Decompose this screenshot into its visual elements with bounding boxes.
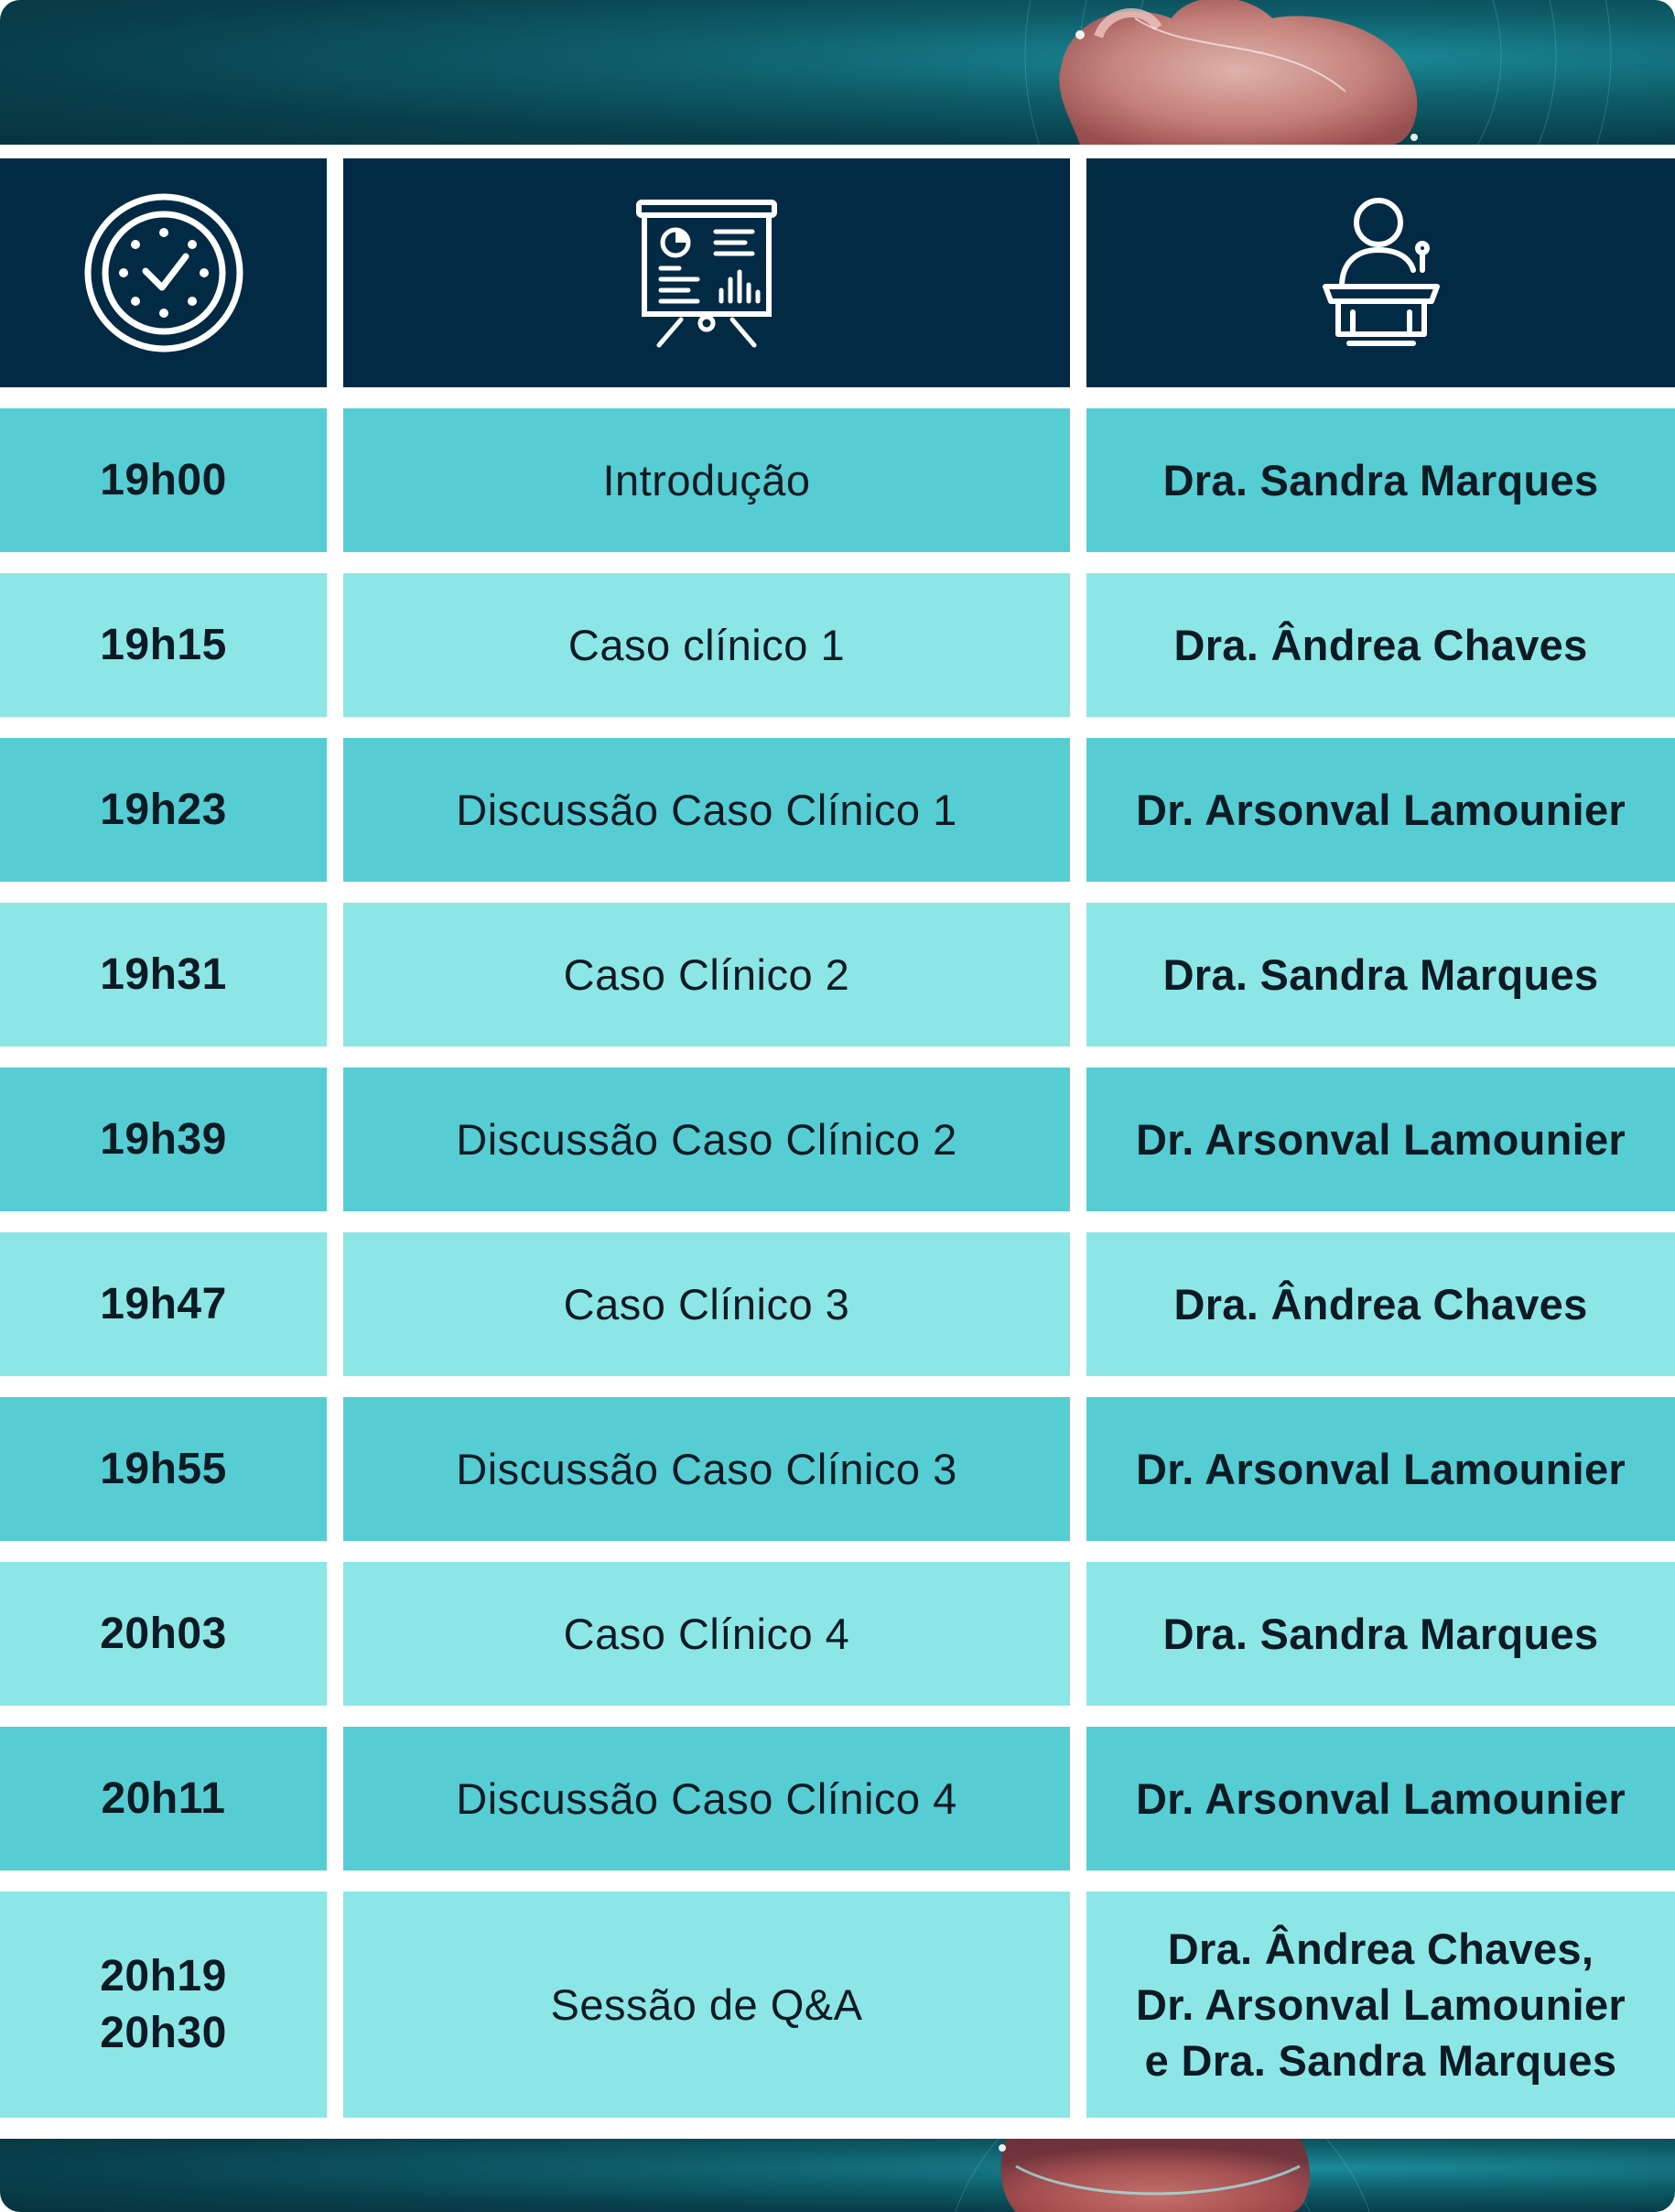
speaker-cell [1086, 1397, 1675, 1541]
time-cell [0, 738, 327, 882]
topic-text: Sessão de Q&A [550, 1980, 863, 2029]
speaker-podium-icon [1322, 197, 1441, 349]
topic-text: Discussão Caso Clínico 4 [456, 1774, 957, 1823]
topic-text: Caso Clínico 2 [563, 950, 850, 999]
time-cell [0, 1562, 327, 1706]
topic-cell [343, 738, 1070, 882]
speaker-cell [1086, 1892, 1675, 2118]
time-text: 20h03 [100, 1609, 227, 1658]
speaker-cell [1086, 738, 1675, 882]
topic-cell [343, 408, 1070, 552]
speaker-text: Dra. Sandra Marques [1162, 1610, 1599, 1658]
speaker-cell [1086, 903, 1675, 1046]
time-text: 19h00 [100, 455, 227, 504]
speaker-text: Dr. Arsonval Lamounier [1135, 1774, 1626, 1823]
speaker-text: Dra. Sandra Marques [1162, 456, 1599, 504]
topic-text: Discussão Caso Clínico 1 [456, 786, 957, 834]
speaker-text: Dr. Arsonval Lamounier [1135, 1445, 1626, 1493]
topic-cell [343, 1892, 1070, 2118]
topic-cell [343, 1397, 1070, 1541]
topic-text: Caso clínico 1 [567, 621, 846, 669]
time-text: 19h31 [100, 949, 227, 999]
time-text: 20h11 [101, 1773, 226, 1823]
time-cell [0, 1068, 327, 1211]
time-text: 19h23 [100, 785, 227, 834]
time-text: 20h19 20h30 [100, 1951, 227, 2057]
topic-cell [343, 903, 1070, 1046]
time-cell [0, 1397, 327, 1541]
topic-text: Introdução [602, 456, 811, 504]
presentation-board-icon [632, 195, 782, 351]
heart-illustration [0, 0, 1675, 145]
header-time-cell [0, 158, 327, 387]
topic-text: Discussão Caso Clínico 2 [456, 1115, 957, 1164]
time-cell [0, 1892, 327, 2118]
speaker-text: Dra. Sandra Marques [1162, 950, 1599, 999]
header-speaker-cell [1086, 158, 1675, 387]
speaker-cell [1086, 573, 1675, 717]
time-cell [0, 573, 327, 717]
speaker-cell [1086, 1068, 1675, 1211]
topic-cell [343, 1068, 1070, 1211]
time-text: 19h47 [100, 1279, 227, 1328]
topic-cell [343, 1562, 1070, 1706]
topic-text: Caso Clínico 3 [563, 1280, 850, 1328]
topic-cell [343, 1727, 1070, 1870]
bottom-banner [0, 2139, 1675, 2212]
speaker-cell [1086, 1562, 1675, 1706]
heart-illustration [0, 2139, 1675, 2212]
speaker-cell [1086, 1727, 1675, 1870]
time-cell [0, 1727, 327, 1870]
topic-text: Caso Clínico 4 [563, 1610, 850, 1658]
topic-cell [343, 573, 1070, 717]
time-text: 19h15 [100, 620, 227, 669]
speaker-text: Dr. Arsonval Lamounier [1135, 786, 1626, 834]
top-banner [0, 0, 1675, 145]
time-cell [0, 408, 327, 552]
time-text: 19h55 [100, 1444, 227, 1493]
clock-icon [83, 192, 244, 353]
speaker-text: Dra. Ândrea Chaves [1173, 1280, 1588, 1328]
speaker-text: Dra. Ândrea Chaves [1173, 621, 1588, 669]
speaker-cell [1086, 1232, 1675, 1376]
speaker-text: Dra. Ândrea Chaves, Dr. Arsonval Lamounier e Dra. Sandra Marques [1135, 1925, 1626, 2085]
topic-text: Discussão Caso Clínico 3 [456, 1445, 957, 1493]
topic-cell [343, 1232, 1070, 1376]
header-topic-cell [343, 158, 1070, 387]
time-cell [0, 1232, 327, 1376]
time-cell [0, 903, 327, 1046]
speaker-text: Dr. Arsonval Lamounier [1135, 1115, 1626, 1164]
speaker-cell [1086, 408, 1675, 552]
time-text: 19h39 [100, 1114, 227, 1164]
